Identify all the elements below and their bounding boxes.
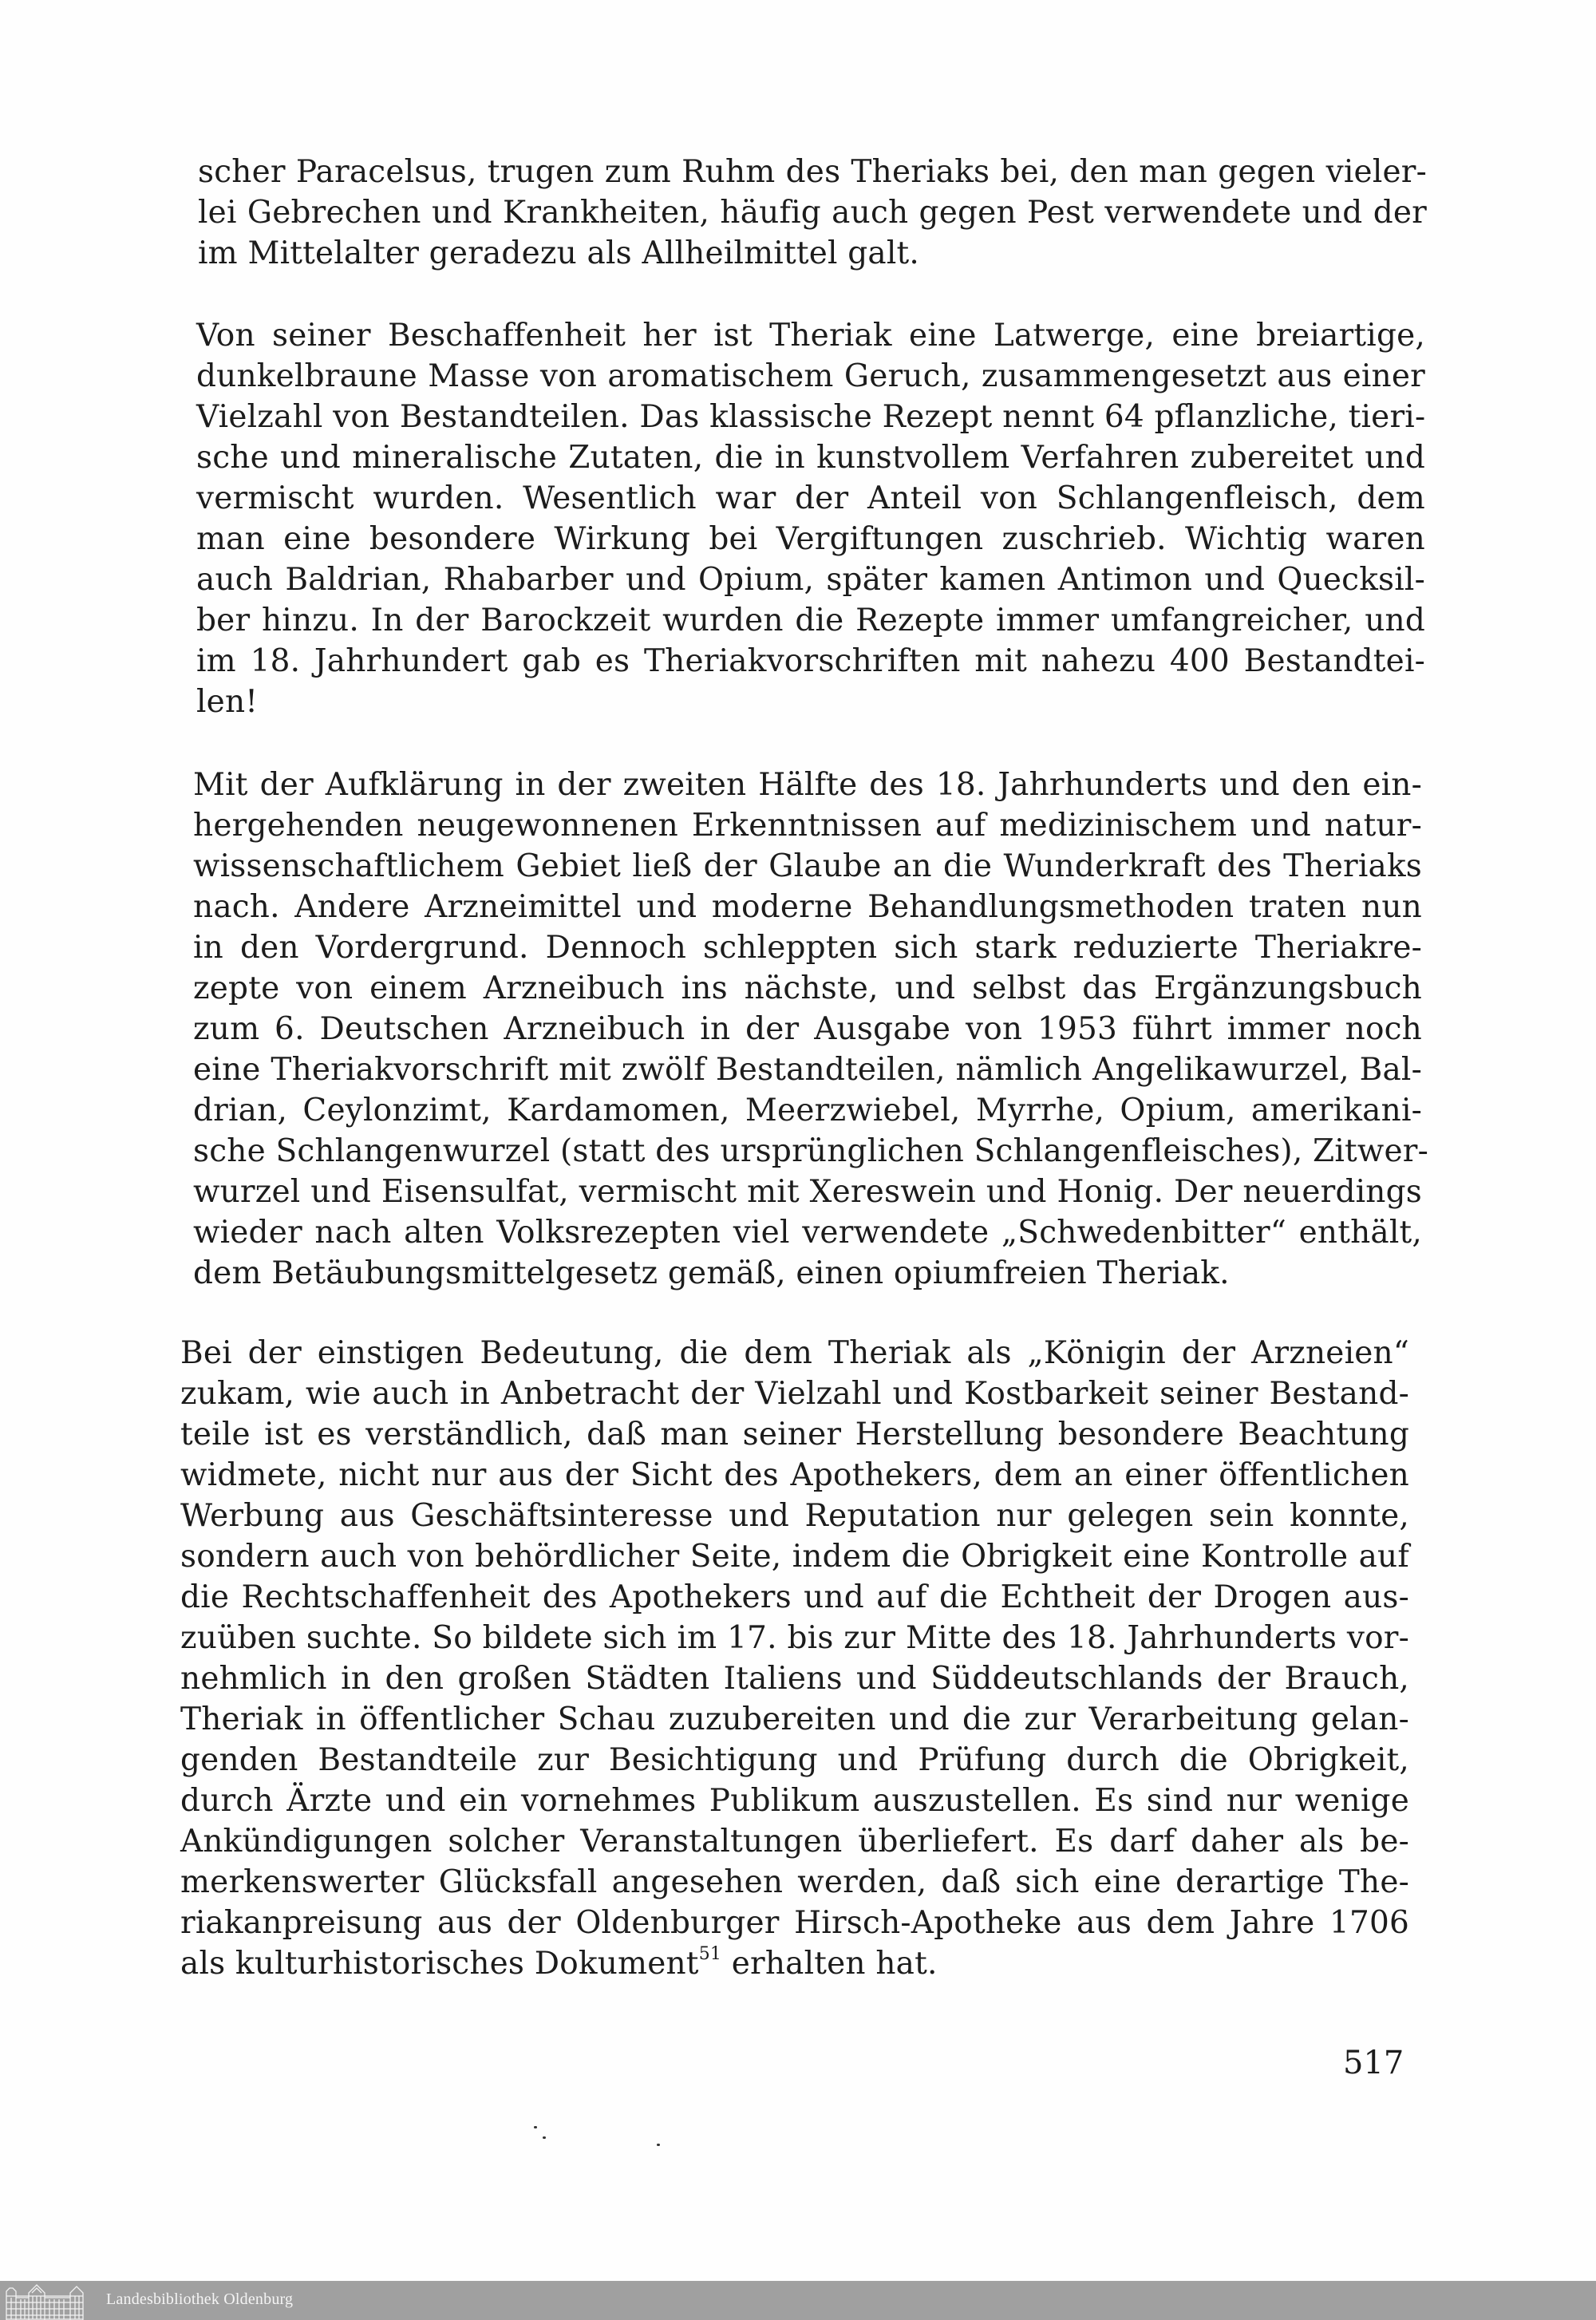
text-segment: als kulturhistorisches Dokument [180,1946,699,1982]
paragraph-1 [198,152,1427,274]
text-line: dem Betäubungsmittelgesetz gemäß, einen opiumfreien Theriak. [193,1255,1230,1291]
text-line: zuüben suchte. So bildete sich im 17. bis zur Mitte des 18. Jahrhunderts vor- [180,1620,1409,1656]
text-line: im Mittelalter geradezu als Allheilmittel galt. [198,235,920,271]
text-line: sche Schlangenwurzel (statt des ursprünglichen Schlangenfleisches), Zitwer- [193,1133,1428,1169]
text-line: Bei der einstigen Bedeutung, die dem Theriak als „Königin der Arzneien“ [180,1335,1409,1371]
text-line: in den Vordergrund. Dennoch schleppten sich stark reduzierte Theriakre- [193,930,1422,966]
text-line: zepte von einem Arzneibuch ins nächste, und selbst das Ergänzungsbuch [193,970,1422,1006]
paragraph-3 [193,765,1428,1294]
text-line: riakanpreisung aus der Oldenburger Hirsch-Apotheke aus dem Jahre 1706 [180,1905,1409,1941]
text-line: zum 6. Deutschen Arzneibuch in der Ausgabe von 1953 führt immer noch [193,1011,1422,1047]
text-line: auch Baldrian, Rhabarber und Opium, später kamen Antimon und Quecksil- [196,562,1425,598]
text-line: ber hinzu. In der Barockzeit wurden die Rezepte immer umfangreicher, und [196,603,1425,638]
text-line: dunkelbraune Masse von aromatischem Geruch, zusammengesetzt aus einer [196,358,1425,394]
text-line: die Rechtschaffenheit des Apothekers und auf die Echtheit der Drogen aus- [180,1579,1409,1615]
text-line: Theriak in öffentlicher Schau zuzubereiten und die zur Verarbeitung gelan- [180,1701,1409,1737]
text-line: Werbung aus Geschäftsinteresse und Reputation nur gelegen sein konnte, [180,1498,1409,1534]
text-line: genden Bestandteile zur Besichtigung und Prüfung durch die Obrigkeit, [180,1742,1409,1778]
text-line [180,1943,1409,1984]
text-line: eine Theriakvorschrift mit zwölf Bestandteilen, nämlich Angelikawurzel, Bal- [193,1052,1422,1088]
text-line: Mit der Aufklärung in der zweiten Hälfte des 18. Jahrhunderts und den ein- [193,767,1422,803]
text-line: sondern auch von behördlicher Seite, indem die Obrigkeit eine Kontrolle auf [180,1539,1409,1575]
library-footer-bar [0,2281,1596,2320]
text-line: lei Gebrechen und Krankheiten, häufig auch gegen Pest verwendete und der [198,195,1427,231]
text-line: wissenschaftlichem Gebiet ließ der Glaube an die Wunderkraft des Theriaks [193,848,1422,884]
text-line: Ankündigungen solcher Veranstaltungen überliefert. Es darf daher als be- [180,1824,1409,1860]
text-line: Vielzahl von Bestandteilen. Das klassische Rezept nennt 64 pflanzliche, tieri- [196,399,1426,435]
library-building-icon [5,2283,85,2320]
text-segment: erhalten hat. [721,1946,938,1982]
text-line: sche und mineralische Zutaten, die in kunstvollem Verfahren zubereitet und [196,440,1425,476]
text-line: drian, Ceylonzimt, Kardamomen, Meerzwiebel, Myrrhe, Opium, amerikani- [193,1093,1422,1128]
text-line: scher Paracelsus, trugen zum Ruhm des Theriaks bei, den man gegen vieler- [198,154,1427,190]
text-line: zukam, wie auch in Anbetracht der Vielzahl und Kostbarkeit seiner Bestand- [180,1376,1409,1412]
page-number: 517 [1343,2045,1404,2081]
text-line: wieder nach alten Volksrezepten viel verwendete „Schwedenbitter“ enthält, [193,1215,1422,1251]
text-line: man eine besondere Wirkung bei Vergiftungen zuschrieb. Wichtig waren [196,521,1425,557]
text-line: vermischt wurden. Wesentlich war der Anteil von Schlangenfleisch, dem [196,480,1425,516]
text-line: durch Ärzte und ein vornehmes Publikum auszustellen. Es sind nur wenige [180,1783,1409,1819]
text-line: widmete, nicht nur aus der Sicht des Apothekers, dem an einer öffentlichen [180,1457,1409,1493]
paragraph-2 [196,315,1425,722]
text-line: wurzel und Eisensulfat, vermischt mit Xereswein und Honig. Der neuerdings [193,1174,1422,1210]
scan-speck [534,2126,537,2128]
paragraph-4 [180,1333,1409,1984]
library-name: Landesbibliothek Oldenburg [106,2290,294,2308]
text-line: hergehenden neugewonnenen Erkenntnissen auf medizinischem und natur- [193,808,1422,844]
text-line: Von seiner Beschaffenheit her ist Theriak eine Latwerge, eine breiartige, [196,318,1425,354]
text-line: nehmlich in den großen Städten Italiens und Süddeutschlands der Brauch, [180,1661,1409,1697]
scan-speck [657,2144,660,2146]
text-line: merkenswerter Glücksfall angesehen werden, daß sich eine derartige The- [180,1864,1409,1900]
text-line: len! [196,684,259,720]
text-line: im 18. Jahrhundert gab es Theriakvorschriften mit nahezu 400 Bestandtei- [196,643,1425,679]
footnote-reference[interactable]: 51 [698,1944,722,1964]
text-line: teile ist es verständlich, daß man seiner Herstellung besondere Beachtung [180,1417,1409,1452]
text-line: nach. Andere Arzneimittel und moderne Behandlungsmethoden traten nun [193,889,1422,925]
scan-speck [543,2136,546,2139]
